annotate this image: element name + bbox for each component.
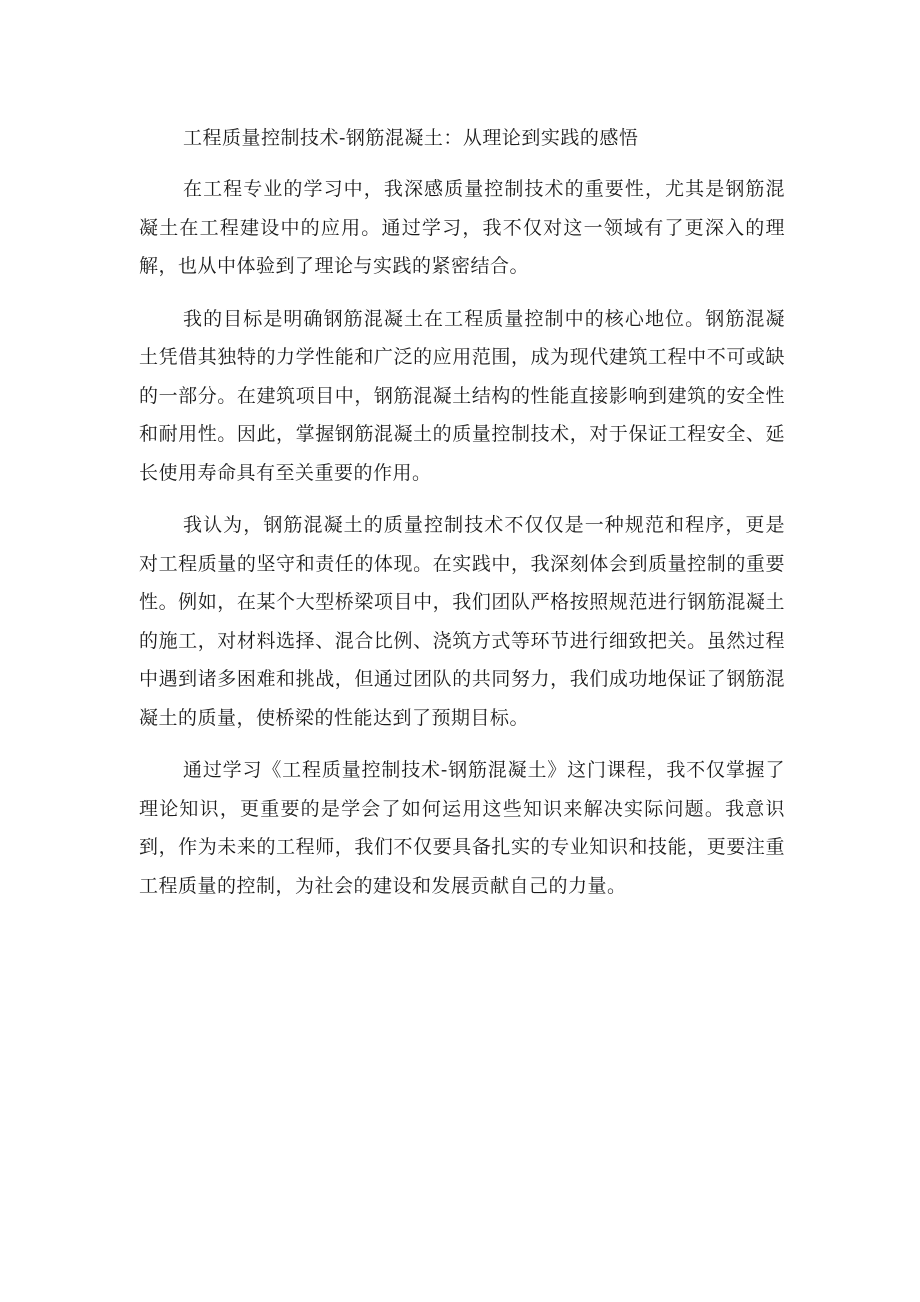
paragraph-goal: 我的目标是明确钢筋混凝土在工程质量控制中的核心地位。钢筋混凝土凭借其独特的力学性能和广泛的应用范围，成为现代建筑工程中不可或缺的一部分。在建筑项目中，钢筋混凝土结构的性能直接影响到建筑的安全性和耐用性。因此，掌握钢筋混凝土的质量控制技术，对于保证工程安全、延长使用寿命具有至关重要的作用。 [139, 307, 785, 484]
paragraph-practice: 我认为，钢筋混凝土的质量控制技术不仅仅是一种规范和程序，更是对工程质量的坚守和责任的体现。在实践中，我深刻体会到质量控制的重要性。例如，在某个大型桥梁项目中，我们团队严格按照规范进行钢筋混凝土的施工，对材料选择、混合比例、浇筑方式等环节进行细致把关。虽然过程中遇到诸多困难和挑战，但通过团队的共同努力，我们成功地保证了钢筋混凝土的质量，使桥梁的性能达到了预期目标。 [139, 514, 785, 729]
document-page [139, 118, 785, 919]
document-title: 工程质量控制技术-钢筋混凝土：从理论到实践的感悟 [183, 127, 639, 149]
paragraph-intro: 在工程专业的学习中，我深感质量控制技术的重要性，尤其是钢筋混凝土在工程建设中的应用。通过学习，我不仅对这一领域有了更深入的理解，也从中体验到了理论与实践的紧密结合。 [139, 178, 785, 277]
paragraph-conclusion: 通过学习《工程质量控制技术-钢筋混凝土》这门课程，我不仅掌握了理论知识，更重要的是学会了如何运用这些知识来解决实际问题。我意识到，作为未来的工程师，我们不仅要具备扎实的专业知识和技能，更要注重工程质量的控制，为社会的建设和发展贡献自己的力量。 [139, 759, 785, 897]
